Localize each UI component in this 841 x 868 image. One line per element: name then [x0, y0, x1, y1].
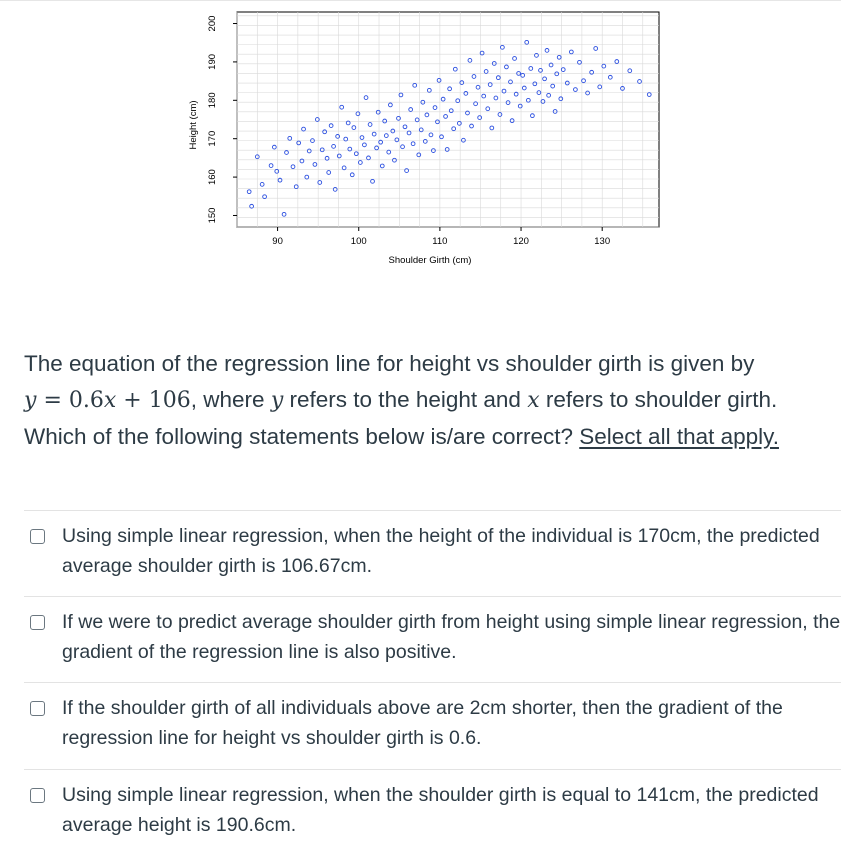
- plot-frame: [237, 12, 659, 227]
- var-x: x: [527, 388, 540, 413]
- answer-option-4[interactable]: [24, 769, 841, 859]
- y-axis-ticks: [207, 16, 237, 224]
- answer-label-2: If we were to predict average shoulder girth from height using simple linear regression, the gradient of the regression line is also positive.: [62, 611, 841, 663]
- select-all-emphasis: Select all that apply.: [579, 424, 779, 449]
- x-tick-label: 100: [350, 236, 367, 247]
- answer-label-3: If the shoulder girth of all individuals above are 2cm shorter, then the gradient of the regression line for height vs shoulder girth is 0.6.: [62, 697, 783, 749]
- question-text: [24, 346, 836, 455]
- y-tick-label: 200: [207, 15, 218, 32]
- answer-checkbox-2[interactable]: [30, 615, 45, 630]
- question-ask: Which of the following statements below is/are correct?: [24, 424, 573, 449]
- answer-label-4: Using simple linear regression, when the shoulder girth is equal to 141cm, the predicted average height is 190.6cm.: [62, 784, 819, 836]
- eq-y: y: [24, 388, 37, 413]
- x-tick-label: 90: [272, 236, 283, 247]
- answer-list: [24, 510, 841, 859]
- x-tick-label: 120: [513, 236, 529, 247]
- eq-const: 106: [148, 388, 191, 413]
- y-tick-label: 170: [207, 130, 218, 147]
- refers-girth: refers to shoulder girth.: [545, 387, 778, 412]
- y-tick-label: 160: [207, 169, 218, 186]
- y-tick-label: 150: [207, 207, 218, 224]
- eq-plus: +: [123, 388, 142, 413]
- answer-label-1: Using simple linear regression, when the height of the individual is 170cm, the predicted average shoulder girth is 106.67cm.: [62, 525, 820, 577]
- answer-option-1[interactable]: [24, 510, 841, 596]
- y-tick-label: 180: [207, 92, 218, 109]
- y-axis-label: Height (cm): [188, 100, 199, 150]
- answer-option-3[interactable]: [24, 682, 841, 769]
- eq-coef: 0.6: [68, 388, 104, 413]
- question-intro: The equation of the regression line for height vs shoulder girth is given by: [24, 351, 755, 376]
- x-tick-label: 130: [594, 236, 611, 247]
- x-axis-ticks: [272, 227, 610, 247]
- where-word: where: [203, 387, 265, 412]
- eq-comma: ,: [190, 387, 197, 412]
- answer-option-2[interactable]: [24, 596, 841, 682]
- x-tick-label: 110: [432, 236, 448, 247]
- var-y: y: [270, 388, 284, 413]
- answer-checkbox-3[interactable]: [30, 701, 45, 716]
- answer-checkbox-1[interactable]: [30, 529, 45, 544]
- scatter-plot: [0, 0, 841, 290]
- refers-height: refers to the height and: [289, 387, 521, 412]
- eq-equals: =: [43, 388, 62, 413]
- y-tick-label: 190: [207, 53, 218, 70]
- answer-checkbox-4[interactable]: [30, 788, 45, 803]
- regression-equation: [24, 388, 191, 413]
- x-axis-label: Shoulder Girth (cm): [388, 255, 472, 266]
- eq-x: x: [103, 388, 117, 413]
